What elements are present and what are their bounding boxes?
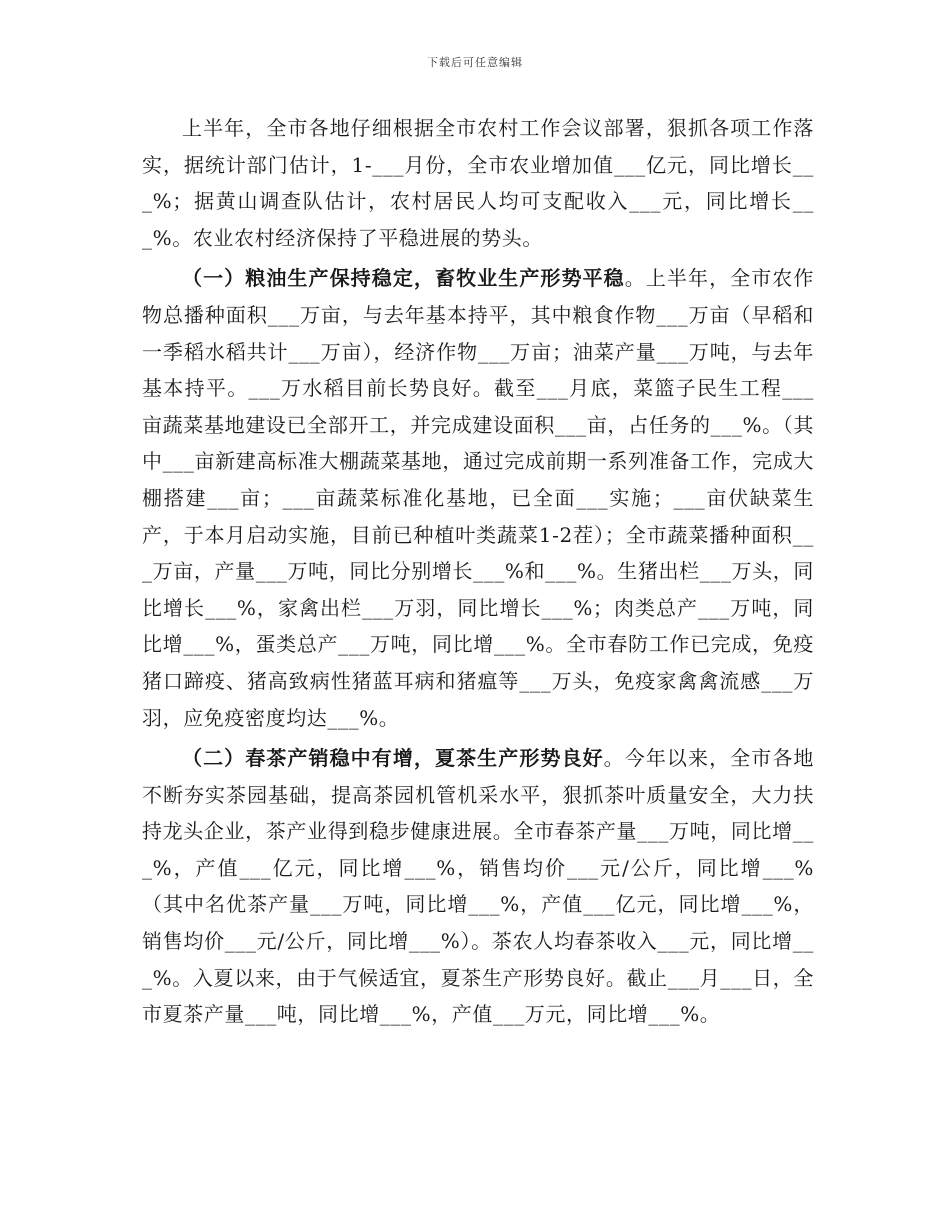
paragraph-heading-grain: （一）粮油生产保持稳定，畜牧业生产形势平稳 (182, 266, 625, 291)
paragraph-tea (142, 740, 814, 1033)
paragraph-text: 上半年，全市各地仔细根据全市农村工作会议部署，狠抓各项工作落实，据统计部门估计，1-___月份，全市农业增加值___亿元，同比增长___%；据黄山调查队估计，农村居民人均可支配收入___元，同比增长___%。农业农村经济保持了平稳进展的势头。 (142, 116, 814, 250)
paragraph-grain-livestock (142, 260, 814, 736)
document-body (142, 110, 814, 1037)
paragraph-heading-tea: （二）春茶产销稳中有增，夏茶生产形势良好 (182, 746, 604, 771)
paragraph-text: 。今年以来，全市各地不断夯实茶园基础，提高茶园机管机采水平，狠抓茶叶质量安全，大力扶持龙头企业，茶产业得到稳步健康进展。全市春茶产量___万吨，同比增___%，产值___亿元，同比增___%，销售均价___元/公斤，同比增___%（其中名优茶产量___万吨，同比增___%，产值___亿元，同比增___%，销售均价___元/公斤，同比增___%）。茶农人均春茶收入___元，同比增___%。入夏以来，由于气候适宜，夏茶生产形势良好。截止___月___日，全市夏茶产量___吨，同比增___%，产值___万元，同比增___%。 (142, 746, 815, 1027)
page-header: 下载后可任意编辑 (427, 56, 523, 69)
paragraph-text: 。上半年，全市农作物总播种面积___万亩，与去年基本持平，其中粮食作物___万亩（早稻和一季稻水稻共计___万亩），经济作物___万亩；油菜产量___万吨，与去年基本持平。___万水稻目前长势良好。截至___月底，菜篮子民生工程___亩蔬菜基地建设已全部开工，并完成建设面积___亩，占任务的___%。（其中___亩新建高标准大棚蔬菜基地，通过完成前期一系列准备工作，完成大棚搭建___亩；___亩蔬菜标准化基地，已全面___实施；___亩伏缺菜生产，于本月启动实施，目前已种植叶类蔬菜1-2茬）；全市蔬菜播种面积___万亩，产量___万吨，同比分别增长___%和___%。生猪出栏___万头，同比增长___%，家禽出栏___万羽，同比增长___%；肉类总产___万吨，同比增___%，蛋类总产___万吨，同比增___%。全市春防工作已完成，免疫猪口蹄疫、猪高致病性猪蓝耳病和猪瘟等___万头，免疫家禽禽流感___万羽，应免疫密度均达___%。 (142, 266, 814, 730)
paragraph-intro (142, 110, 814, 256)
